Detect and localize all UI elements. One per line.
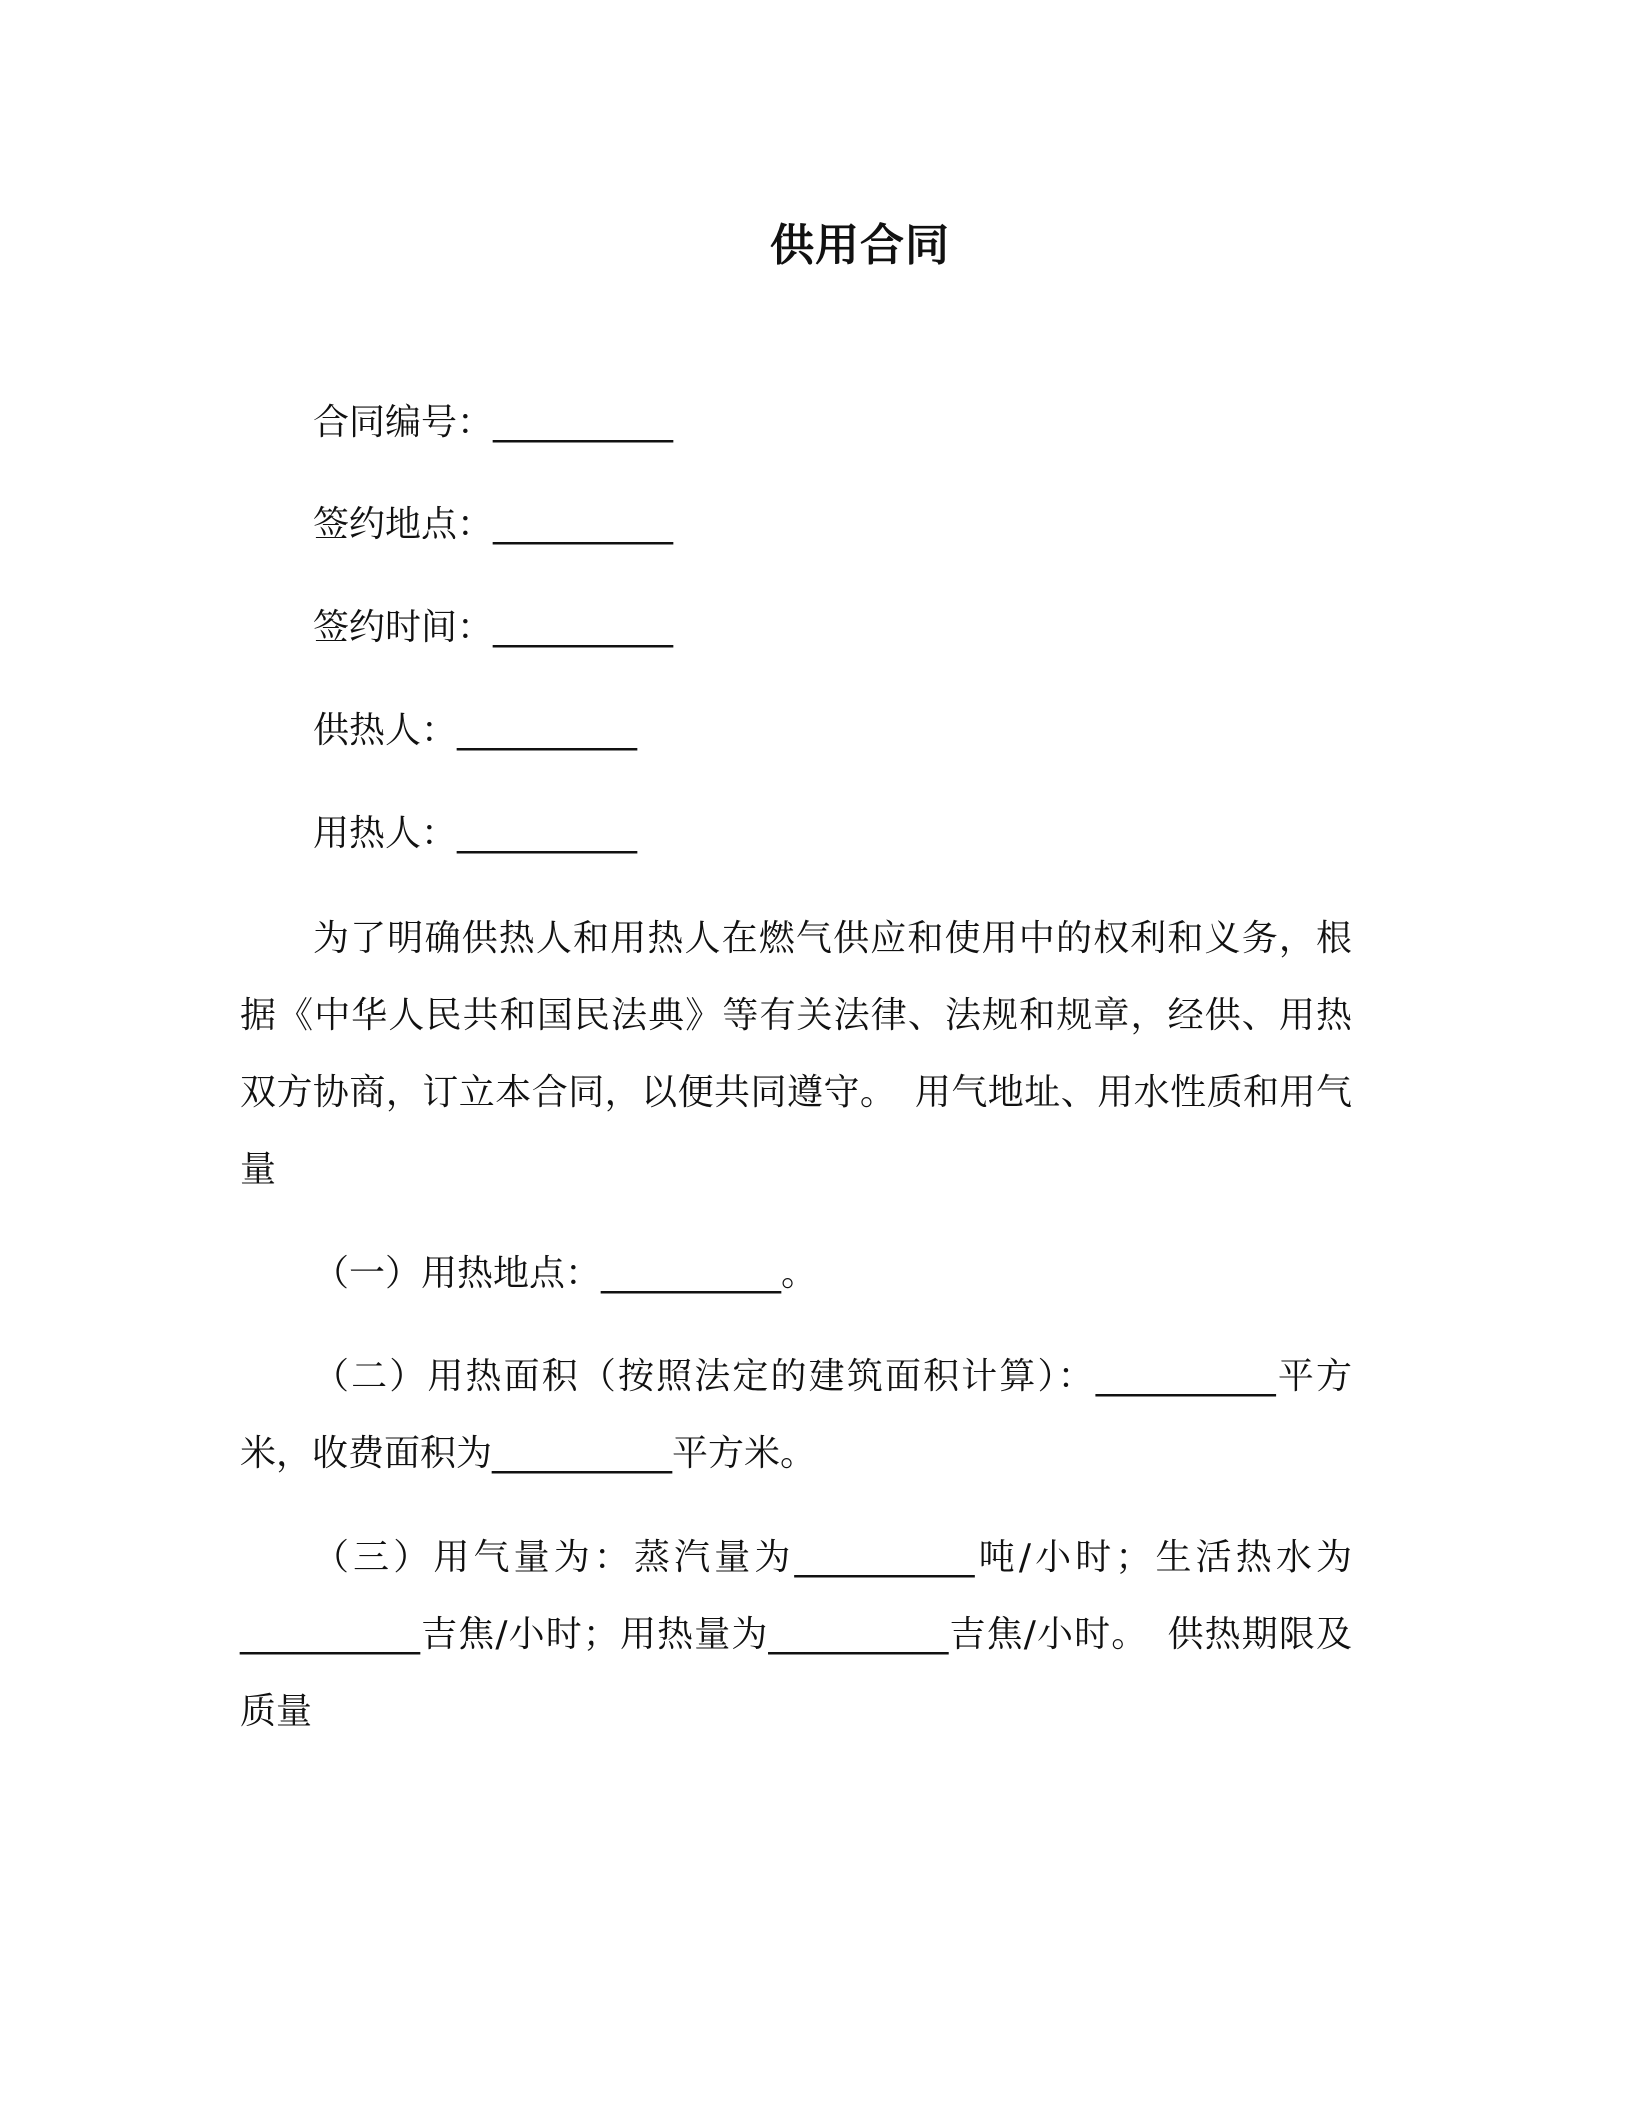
signing-time-field: 签约时间：__________ xyxy=(313,607,674,648)
clause-heat-location: （一）用热地点：__________。 xyxy=(313,1253,818,1294)
document-title: 供用合同 xyxy=(770,220,950,271)
signing-place-field: 签约地点：__________ xyxy=(313,504,674,545)
contract-number-field: 合同编号：__________ xyxy=(313,402,674,443)
heat-supplier-field: 供热人：__________ xyxy=(313,710,638,751)
clause-heat-area: （二）用热面积（按照法定的建筑面积计算）：__________平方米，收费面积为__________平方米。 xyxy=(240,1356,1352,1474)
preamble-paragraph: 为了明确供热人和用热人在燃气供应和使用中的权利和义务，根据《中华人民共和国民法典》等有关法律、法规和规章，经供、用热双方协商，订立本合同，以便共同遵守。 用气地址、用水性质和用气量 xyxy=(240,918,1352,1190)
clause-heat-consumption: （三）用气量为：蒸汽量为__________吨/小时；生活热水为__________吉焦/小时；用热量为__________吉焦/小时。 供热期限及质量 xyxy=(240,1537,1352,1732)
heat-user-field: 用热人：__________ xyxy=(313,813,638,854)
